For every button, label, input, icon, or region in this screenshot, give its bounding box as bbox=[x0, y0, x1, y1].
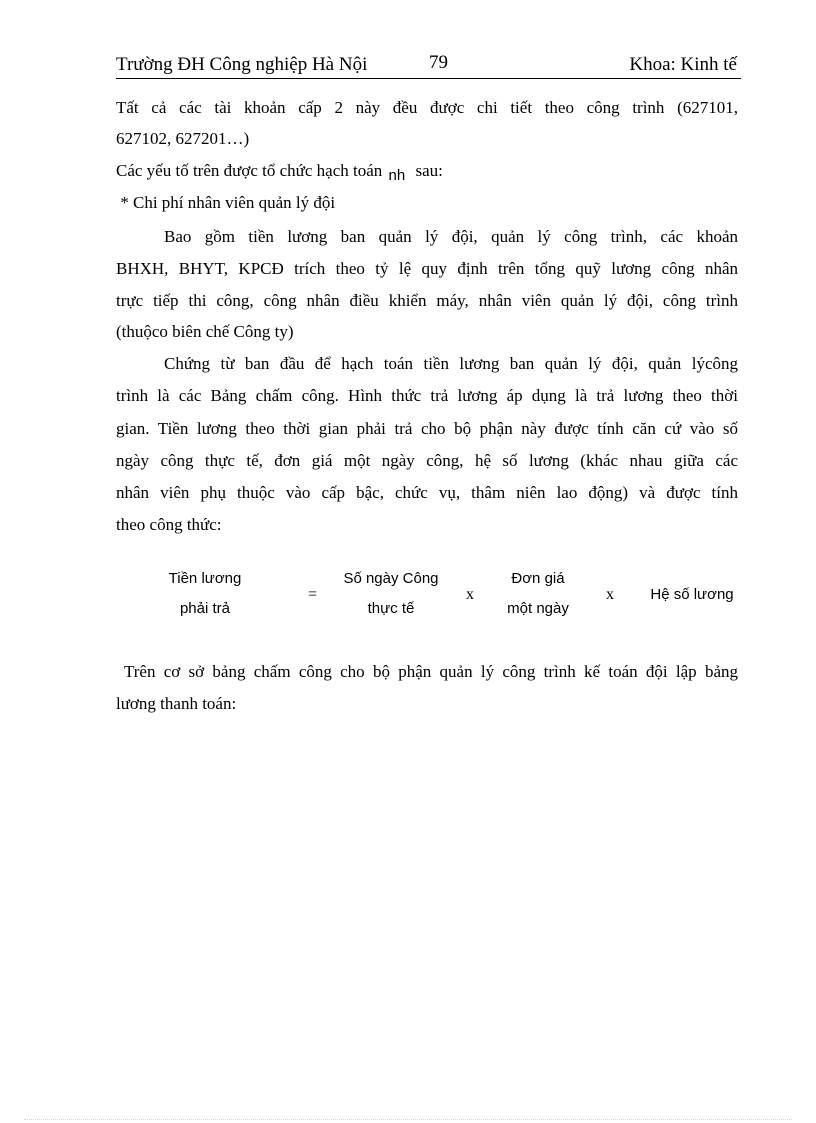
paragraph-4-line-6: theo công thức: bbox=[116, 515, 222, 534]
bullet-heading: * Chi phí nhân viên quản lý đội bbox=[116, 193, 336, 212]
formula-term-salary-payable bbox=[150, 569, 260, 619]
paragraph-2-subscript: nh bbox=[388, 167, 406, 184]
paragraph-2-text-after: sau: bbox=[415, 161, 443, 180]
formula-term-2-line-1: Số ngày Công bbox=[343, 570, 439, 587]
header-school-name: Trường ĐH Công nghiệp Hà Nội bbox=[116, 54, 368, 75]
formula-multiply-sign-1: x bbox=[466, 586, 474, 603]
paragraph-4-line-3: gian. Tiền lương theo thời gian phải trả cho bộ phận này được tính căn cứ vào số bbox=[116, 419, 738, 438]
formula-term-3-line-2: một ngày bbox=[507, 600, 569, 617]
paragraph-3-line-3: trực tiếp thi công, công nhân điều khiển máy, nhân viên quản lý đội, công trình bbox=[116, 291, 738, 310]
formula-term-1-line-2: phải trả bbox=[179, 600, 231, 617]
paragraph-5-line-2: lương thanh toán: bbox=[116, 694, 237, 713]
formula-term-daily-rate bbox=[490, 569, 586, 619]
paragraph-3-line-4: (thuộco biên chế Công ty) bbox=[116, 322, 294, 341]
header-page-number: 79 bbox=[429, 52, 448, 73]
formula-term-1-line-1: Tiền lương bbox=[168, 570, 242, 587]
formula-term-working-days bbox=[333, 569, 449, 619]
page-bottom-divider bbox=[24, 1119, 792, 1120]
formula-term-2-line-2: thực tế bbox=[367, 600, 415, 617]
header-faculty: Khoa: Kinh tế bbox=[629, 54, 737, 75]
page-header bbox=[116, 52, 741, 79]
formula-equals-sign: = bbox=[308, 586, 318, 603]
paragraph-2 bbox=[116, 160, 738, 183]
formula-term-salary-coefficient: Hệ số lương bbox=[650, 586, 734, 603]
formula-multiply-sign-2: x bbox=[606, 586, 614, 603]
paragraph-1-line-1: Tất cả các tài khoản cấp 2 này đều được chi tiết theo công trình (627101, bbox=[116, 98, 738, 117]
paragraph-2-text-before: Các yếu tố trên được tổ chức hạch toán bbox=[116, 161, 383, 180]
paragraph-4-line-5: nhân viên phụ thuộc vào cấp bậc, chức vụ, thâm niên lao động) và được tính bbox=[116, 483, 738, 502]
paragraph-4-line-4: ngày công thực tế, đơn giá một ngày công, hệ số lương (khác nhau giữa các bbox=[116, 451, 738, 470]
paragraph-4-line-1: Chứng từ ban đầu để hạch toán tiền lương ban quản lý đội, quản lýcông bbox=[164, 354, 738, 373]
paragraph-5-line-1: Trên cơ sở bảng chấm công cho bộ phận quản lý công trình kế toán đội lập bảng bbox=[116, 662, 738, 681]
paragraph-3-line-1: Bao gồm tiền lương ban quản lý đội, quản lý công trình, các khoản bbox=[164, 227, 738, 246]
formula-term-3-line-1: Đơn giá bbox=[511, 570, 565, 587]
paragraph-4-line-2: trình là các Bảng chấm công. Hình thức trả lương áp dụng là trả lương theo thời bbox=[116, 386, 738, 405]
paragraph-3-line-2: BHXH, BHYT, KPCĐ trích theo tỷ lệ quy định trên tổng quỹ lương công nhân bbox=[116, 259, 738, 278]
paragraph-1-line-2: 627102, 627201…) bbox=[116, 129, 250, 148]
